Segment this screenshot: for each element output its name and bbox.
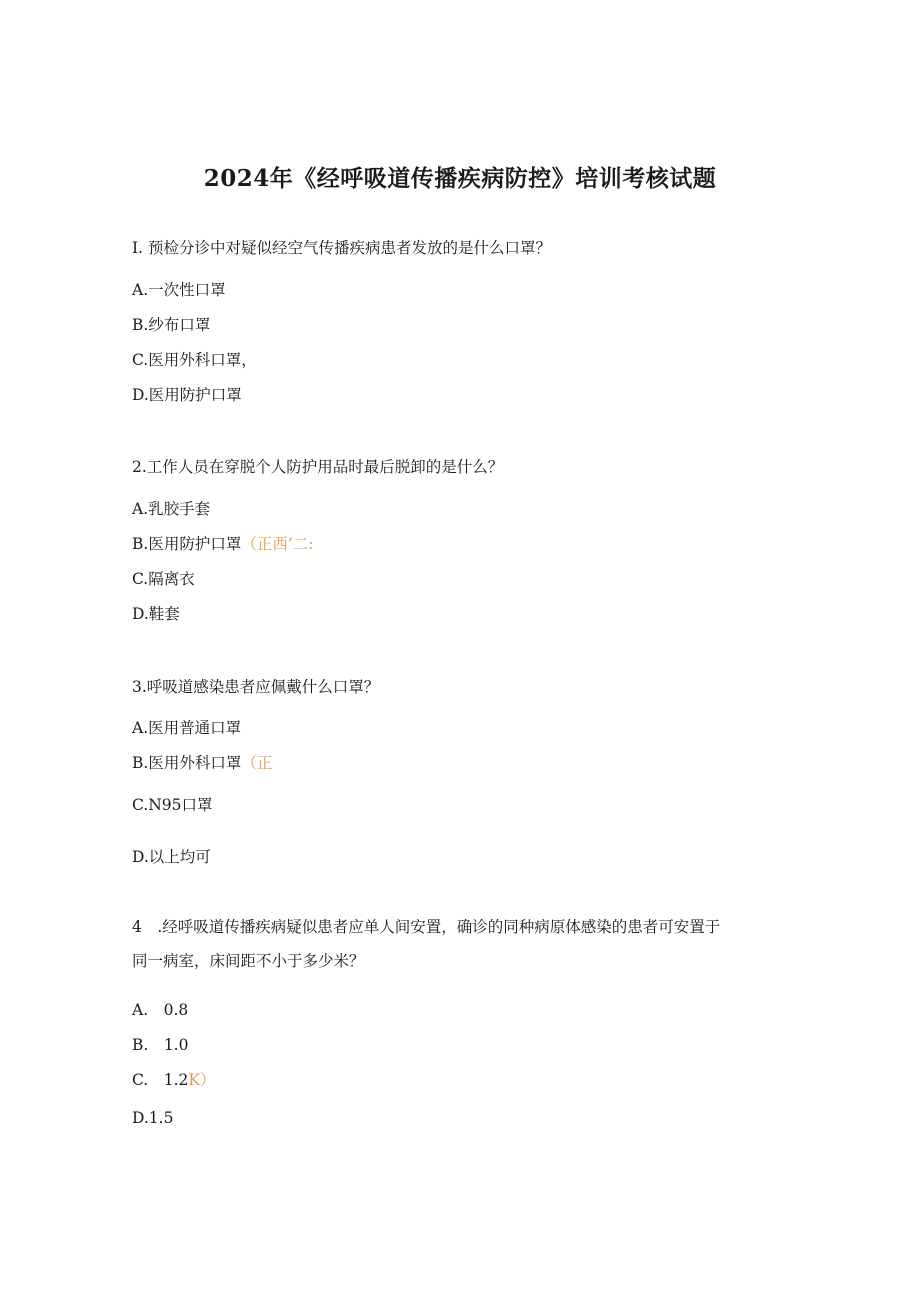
option-text: A.医用普通口罩: [132, 719, 242, 737]
question-2-option-d: [132, 602, 180, 624]
answer-annotation: （正: [241, 754, 273, 772]
page-title: 2024年《经呼吸道传播疾病防控》培训考核试题: [203, 165, 717, 192]
question-1-option-c: [132, 348, 257, 370]
option-text: C. 1.2: [132, 1071, 189, 1089]
option-text: B. 1.0: [132, 1036, 189, 1054]
question-3-option-c: [132, 793, 213, 815]
question-1-text: I. 预检分诊中对疑似经空气传播疾病患者发放的是什么口罩？: [132, 239, 551, 257]
question-1-option-d: [132, 383, 242, 405]
question-4-text-line-1: 4 .经呼吸道传播疾病疑似患者应单人间安置，确诊的同种病原体感染的患者可安置于: [132, 918, 721, 936]
option-text: C.隔离衣: [132, 570, 195, 588]
option-text: A. 0.8: [132, 1001, 189, 1019]
question-4-option-c: [132, 1068, 215, 1090]
option-text: A.乳胶手套: [132, 500, 211, 518]
option-text: B.医用防护口罩: [132, 535, 242, 553]
question-2-option-c: [132, 567, 195, 589]
answer-annotation: K）: [188, 1071, 216, 1089]
question-3-text: 3.呼吸道感染患者应佩戴什么口罩？: [132, 678, 380, 696]
question-4-text-line-2: 同一病室，床间距不小于多少米？: [132, 952, 365, 970]
option-text: D.1.5: [132, 1109, 174, 1127]
answer-annotation: （正西’二:: [241, 535, 314, 553]
question-3-option-d: [132, 845, 211, 867]
option-text: B.纱布口罩: [132, 316, 211, 334]
question-4-option-b: [132, 1033, 188, 1055]
option-text: D.鞋套: [132, 605, 180, 623]
question-2-option-a: [132, 497, 210, 519]
option-text: D.医用防护口罩: [132, 386, 242, 404]
question-2-text: 2.工作人员在穿脱个人防护用品时最后脱卸的是什么？: [132, 458, 504, 476]
question-1-option-a: [132, 278, 226, 300]
option-text: C.N95口罩: [132, 796, 213, 814]
option-text: B.医用外科口罩: [132, 754, 242, 772]
question-3-option-a: [132, 716, 241, 738]
question-2-option-b: [132, 532, 313, 554]
option-text: C.医用外科口罩，: [132, 351, 257, 369]
question-4-option-a: [132, 998, 188, 1020]
question-3-option-b: [132, 751, 272, 773]
question-1-option-b: [132, 313, 210, 335]
option-text: A.一次性口罩: [132, 281, 226, 299]
question-4-option-d: [132, 1109, 173, 1127]
option-text: D.以上均可: [132, 848, 211, 866]
